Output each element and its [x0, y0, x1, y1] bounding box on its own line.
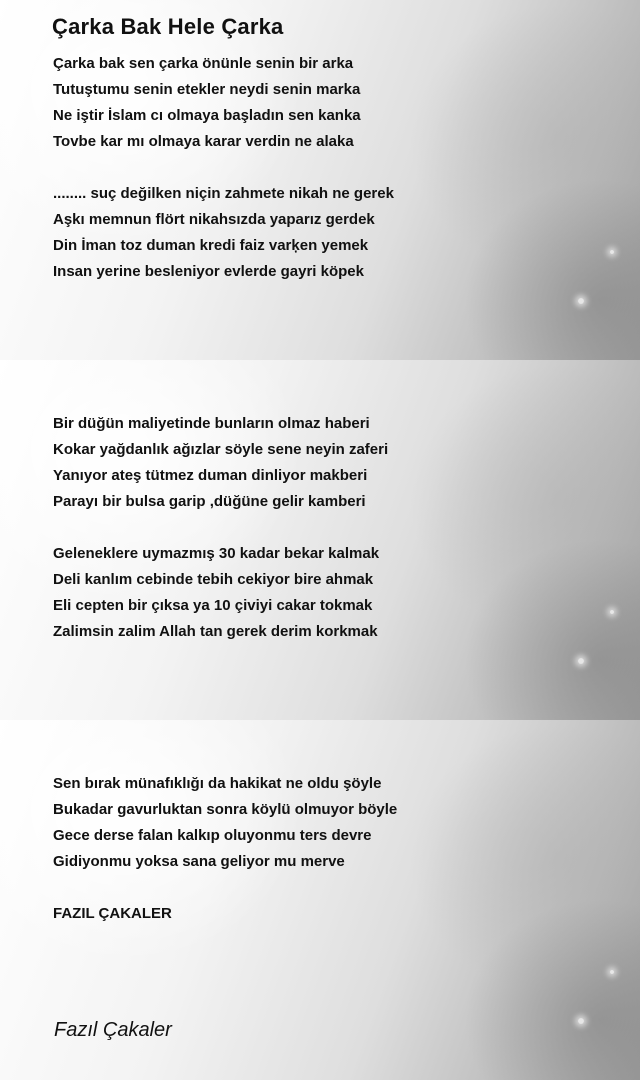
poem-panel-2	[0, 360, 640, 720]
poem-title: Çarka Bak Hele Çarka	[52, 14, 284, 39]
stanza-5	[53, 771, 397, 875]
stanza-2	[53, 181, 394, 285]
poem-line: Gidiyonmu yoksa sana geliyor mu merve	[53, 853, 345, 870]
stanza-3	[53, 411, 388, 515]
poem-line: Parayı bir bulsa garip ,düğüne gelir kamberi	[53, 493, 366, 510]
poem-line: Kokar yağdanlık ağızlar söyle sene neyin zaferi	[53, 441, 389, 458]
poem-line: Aşkı memnun flört nikahsızda yaparız gerdek	[53, 211, 375, 228]
poem-line: Eli cepten bir çıksa ya 10 çiviyi cakar tokmak	[53, 597, 373, 614]
poem-line: Tutuştumu senin etekler neydi senin marka	[53, 81, 361, 98]
poem-line: Çarka bak sen çarka önünle senin bir arka	[53, 55, 354, 72]
poem-line: Insan yerine besleniyor evlerde gayri köpek	[53, 263, 364, 280]
author-name: Fazıl Çakaler	[54, 1019, 172, 1041]
stanza-1	[53, 51, 361, 155]
stanza-4	[53, 541, 379, 645]
poem-line: Tovbe kar mı olmaya karar verdin ne alaka	[53, 133, 354, 150]
poem-line: ........ suç değilken niçin zahmete nikah ne gerek	[53, 185, 394, 202]
poem-line: Zalimsin zalim Allah tan gerek derim korkmak	[53, 623, 378, 640]
poem-line: Bukadar gavurluktan sonra köylü olmuyor böyle	[53, 801, 398, 818]
poem-panel-3	[0, 720, 640, 1080]
poem-line: Bir düğün maliyetinde bunların olmaz haberi	[53, 415, 370, 432]
poem-panel-1	[0, 0, 640, 360]
poem-line: Ne iştir İslam cı olmaya başladın sen kanka	[53, 107, 361, 124]
poem-line: Geleneklere uymazmış 30 kadar bekar kalmak	[53, 545, 380, 562]
poem-line: Gece derse falan kalkıp oluyonmu ters devre	[53, 827, 372, 844]
poem-line: Yanıyor ateş tütmez duman dinliyor makberi	[53, 467, 368, 484]
poem-line: Din İman toz duman kredi faiz varķen yemek	[53, 237, 369, 254]
poem-signature	[53, 901, 172, 927]
signature-text: FAZIL ÇAKALER	[53, 905, 172, 922]
poem-line: Sen bırak münafıklığı da hakikat ne oldu şöyle	[53, 775, 382, 792]
poem-line: Deli kanlım cebinde tebih cekiyor bire ahmak	[53, 571, 374, 588]
